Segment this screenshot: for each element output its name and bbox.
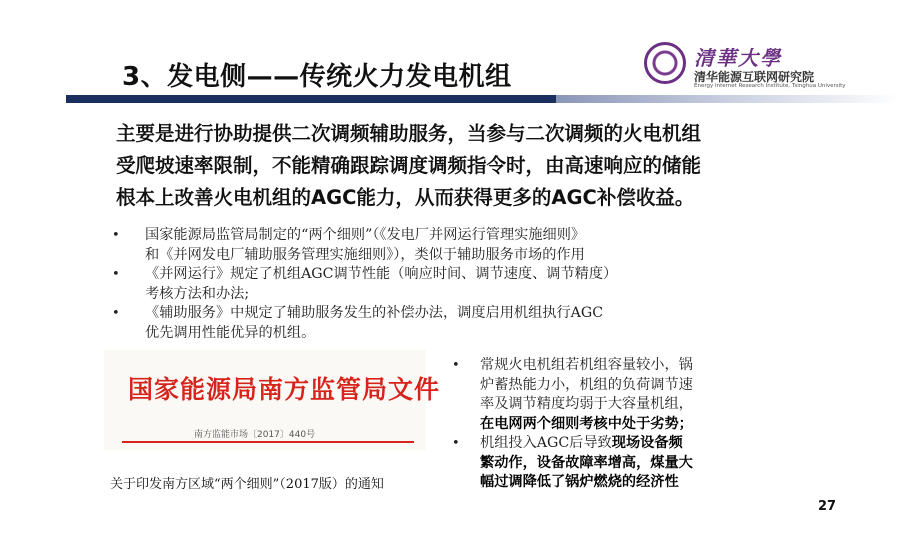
title-bar-gradient-segment — [556, 95, 900, 103]
slide-title: 3、发电侧——传统火力发电机组 — [122, 62, 512, 92]
bullet-item — [452, 356, 792, 434]
bullet-marker: • — [112, 267, 120, 282]
bullet-line: 优先调用性能优异的机组。 — [145, 324, 316, 341]
bullet-line-bold: 在电网两个细则考核中处于劣势； — [480, 415, 693, 432]
document-header: 国家能源局南方监管局文件 — [128, 375, 441, 404]
bullet-line: 考核方法和办法; — [145, 285, 250, 302]
bullet-item — [452, 434, 792, 493]
bullet-line: 《辅助服务》中规定了辅助服务发生的补偿办法，调度启用机组执行AGC — [145, 305, 604, 321]
bullet-line: 国家能源局监管局制定的“两个细则”（《发电厂并网运行管理实施细则》 — [145, 227, 586, 243]
bullet-line: 和《并网发电厂辅助服务管理实施细则》），类似于辅助服务市场的作用 — [145, 246, 585, 263]
regulation-bullet-list — [112, 226, 792, 343]
bullet-line: 《并网运行》规定了机组AGC调节性能（响应时间、调节速度、调节精度） — [145, 266, 618, 282]
bullet-item — [112, 265, 792, 304]
bullet-line: 炉蓄热能力小，机组的负荷调节速 — [480, 376, 693, 393]
document-number: 南方监能市场〔2017〕440号 — [194, 430, 316, 440]
document-red-rule — [122, 441, 414, 443]
bullet-line-bold-part: 现场设备频 — [611, 435, 683, 451]
bullet-line — [480, 434, 792, 454]
bullet-line-bold: 幅过调降低了锅炉燃烧的经济性 — [480, 474, 679, 490]
bullet-line: 常规火电机组若机组容量较小，锅 — [480, 357, 693, 373]
logo-english: Energy Internet Research Institute, Tsinghua University — [694, 83, 846, 89]
bullet-marker: • — [112, 306, 120, 321]
document-header-frame — [104, 350, 441, 450]
disadvantage-bullet-list — [452, 356, 792, 493]
bullet-line-part: 机组投入AGC后导致 — [480, 435, 612, 451]
logo-subtitle: 清华能源互联网研究院 — [694, 70, 815, 84]
bullet-item — [112, 304, 792, 343]
bullet-marker: • — [452, 358, 460, 373]
title-bar-dark-segment — [66, 95, 556, 103]
tsinghua-logo — [644, 42, 846, 92]
logo-name: 清華大學 — [694, 46, 782, 70]
intro-paragraph — [116, 118, 796, 214]
bullet-marker: • — [112, 228, 120, 243]
intro-line: 主要是进行协助提供二次调频辅助服务，当参与二次调频的火电机组 — [116, 122, 702, 145]
bullet-line: 率及调节精度均弱于大容量机组， — [480, 396, 693, 412]
document-caption: 关于印发南方区域“两个细则”（2017版）的通知 — [110, 477, 384, 492]
tsinghua-emblem-icon — [644, 42, 686, 84]
document-image — [104, 350, 441, 540]
bullet-line-bold: 繁动作，设备故障率增高，煤量大 — [480, 454, 693, 471]
bullet-item — [112, 226, 792, 265]
intro-line: 受爬坡速率限制，不能精确跟踪调度调频指令时，由高速响应的储能 — [116, 154, 702, 177]
intro-line: 根本上改善火电机组的AGC能力，从而获得更多的AGC补偿收益。 — [116, 186, 695, 209]
bullet-marker: • — [452, 436, 460, 451]
page-number: 27 — [818, 499, 837, 514]
title-underline-bar — [66, 95, 900, 103]
